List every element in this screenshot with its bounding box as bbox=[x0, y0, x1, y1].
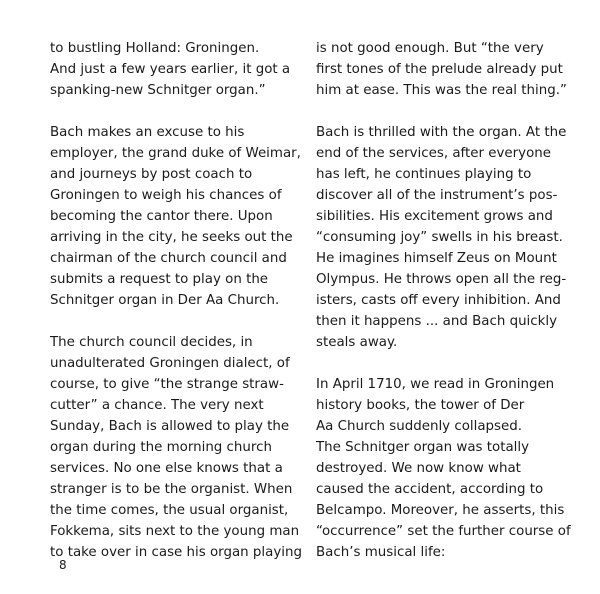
paragraph-gap bbox=[316, 101, 571, 122]
paragraph-gap bbox=[316, 353, 571, 374]
right-paragraph-3 bbox=[316, 374, 571, 563]
text-line: Belcampo. Moreover, he asserts, this bbox=[316, 503, 565, 518]
text-line: first tones of the prelude already put bbox=[316, 62, 563, 77]
text-line: the time comes, the usual organist, bbox=[50, 503, 289, 518]
text-line: Aa Church suddenly collapsed. bbox=[316, 419, 523, 434]
page-number: 8 bbox=[59, 558, 67, 572]
text-line: destroyed. We now know what bbox=[316, 461, 521, 476]
text-line: In April 1710, we read in Groningen bbox=[316, 377, 555, 392]
text-line: He imagines himself Zeus on Mount bbox=[316, 251, 557, 266]
left-paragraph-3 bbox=[50, 332, 302, 563]
left-paragraph-2 bbox=[50, 122, 302, 311]
text-line: to bustling Holland: Groningen. bbox=[50, 41, 260, 56]
text-line: to take over in case his organ playing bbox=[50, 545, 302, 560]
text-line: steals away. bbox=[316, 335, 398, 350]
text-line: cutter” a chance. The very next bbox=[50, 398, 264, 413]
left-column bbox=[50, 38, 302, 563]
left-paragraph-1 bbox=[50, 38, 302, 101]
text-line: course, to give “the strange straw- bbox=[50, 377, 284, 392]
text-line: Bach is thrilled with the organ. At the bbox=[316, 125, 567, 140]
text-line: history books, the tower of Der bbox=[316, 398, 525, 413]
text-line: sibilities. His excitement grows and bbox=[316, 209, 553, 224]
text-line: end of the services, after everyone bbox=[316, 146, 552, 161]
right-paragraph-1 bbox=[316, 38, 571, 101]
text-line: Groningen to weigh his chances of bbox=[50, 188, 282, 203]
right-paragraph-2 bbox=[316, 122, 571, 353]
text-line: employer, the grand duke of Weimar, bbox=[50, 146, 301, 161]
text-line: caused the accident, according to bbox=[316, 482, 544, 497]
text-line: is not good enough. But “the very bbox=[316, 41, 544, 56]
right-column bbox=[316, 38, 571, 563]
text-line: The church council decides, in bbox=[50, 335, 253, 350]
text-line: stranger is to be the organist. When bbox=[50, 482, 293, 497]
text-line: and journeys by post coach to bbox=[50, 167, 253, 182]
text-line: And just a few years earlier, it got a bbox=[50, 62, 291, 77]
text-line: becoming the cantor there. Upon bbox=[50, 209, 273, 224]
text-line: “consuming joy” swells in his breast. bbox=[316, 230, 563, 245]
text-line: has left, he continues playing to bbox=[316, 167, 532, 182]
text-line: discover all of the instrument’s pos- bbox=[316, 188, 558, 203]
paragraph-gap bbox=[50, 311, 302, 332]
text-line: Fokkema, sits next to the young man bbox=[50, 524, 300, 539]
text-line: organ during the morning church bbox=[50, 440, 272, 455]
text-line: chairman of the church council and bbox=[50, 251, 287, 266]
text-line: Schnitger organ in Der Aa Church. bbox=[50, 293, 280, 308]
text-line: submits a request to play on the bbox=[50, 272, 269, 287]
text-line: spanking-new Schnitger organ.” bbox=[50, 83, 266, 98]
paragraph-gap bbox=[50, 101, 302, 122]
text-line: Bach’s musical life: bbox=[316, 545, 446, 560]
text-line: unadulterated Groningen dialect, of bbox=[50, 356, 290, 371]
text-line: isters, casts off every inhibition. And bbox=[316, 293, 561, 308]
text-line: services. No one else knows that a bbox=[50, 461, 283, 476]
text-line: The Schnitger organ was totally bbox=[316, 440, 530, 455]
text-line: “occurrence” set the further course of bbox=[316, 524, 571, 539]
text-line: arriving in the city, he seeks out the bbox=[50, 230, 293, 245]
text-line: him at ease. This was the real thing.” bbox=[316, 83, 567, 98]
text-line: Olympus. He throws open all the reg- bbox=[316, 272, 567, 287]
text-line: then it happens ... and Bach quickly bbox=[316, 314, 558, 329]
text-line: Bach makes an excuse to his bbox=[50, 125, 245, 140]
text-line: Sunday, Bach is allowed to play the bbox=[50, 419, 290, 434]
